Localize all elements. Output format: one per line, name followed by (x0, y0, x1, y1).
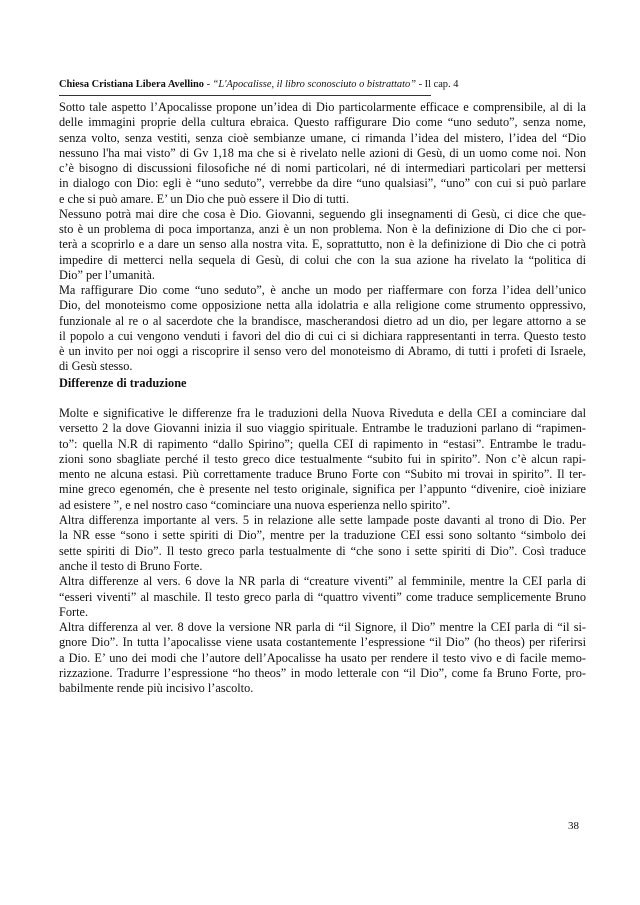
text-line: zioni sono sbagliate perché il testo greco dice testualmente “subito fui in spirito”. Non c’è alcun rapi- (59, 451, 586, 466)
text-line: versetto 2 la dove Giovanni inizia il suo viaggio spirituale. Entrambe le traduzioni parlano di “rapimen- (59, 421, 586, 436)
text-line: in dialogo con Dio: egli è “uno seduto”, verrebbe da dire “uno qualsiasi”, “uno” con cui si può parlare (59, 176, 586, 191)
text-line: rizzazione. Tradurre l’espressione “ho theos” in modo letterale con “il Dio”, come fa Bruno Forte, pro- (59, 666, 586, 681)
text-line: babilmente rende più incisivo l’ascolto. (59, 681, 254, 696)
text-line: delle immagini proprie della cultura ebraica. Questo raffigurare Dio come “uno seduto”, senza nome, (59, 115, 586, 130)
text-line: Altra differenze al vers. 6 dove la NR parla di “creature viventi” al femminile, mentre la CEI parla di (59, 574, 586, 589)
text-line: Molte e significative le differenze fra le traduzioni della Nuova Riveduta e della CEI a cominciare dal (59, 406, 586, 420)
text-line: Altra differenza importante al vers. 5 in relazione alle sette lampade poste davanti al trono di Dio. Per (59, 513, 586, 528)
text-line: Dio” per l’umanità. (59, 267, 155, 282)
text-line: il popolo a cui vengono venduti i favori del dio di cui ci si dichiara rappresentanti in terra. Questo testo (59, 328, 586, 343)
text-line: Ma raffigurare Dio come “uno seduto”, è anche un modo per riaffermare con forza l’idea dell’unico (59, 283, 586, 297)
text-line: sette spiriti di Dio”. Il testo greco parla testualmente di “che sono i sette spiriti di Dio”. Così traduce (59, 543, 586, 558)
text-line: a Dio. E’ uno dei modi che l’autore dell’Apocalisse ha usato per rendere il testo vivo e di facile memo- (59, 650, 586, 665)
text-line: anche il testo di Bruno Forte. (59, 558, 203, 573)
text-line: ad esistere ”, e nel nostro caso “cominciare una nuova esperienza nello spirito”. (59, 497, 451, 512)
text-line: Forte. (59, 604, 89, 619)
text-line: Dio, del monoteismo come opposizione netta alla idolatria e alla religione come strumento oppressivo, (59, 298, 586, 313)
section-heading: Differenze di traduzione (59, 376, 187, 390)
text-line: terà a scoprirlo e a dare un senso alla nostra vita. E, soprattutto, non è la definizione di Dio che ci potrà (59, 237, 586, 252)
header-chapter: - Il cap. 4 (415, 79, 459, 90)
text-line: Nessuno potrà mai dire che cosa è Dio. Giovanni, seguendo gli insegnamenti di Gesù, ci dice che que- (59, 206, 586, 221)
header-title: “L'Apocalisse, il libro sconosciuto o bistrattato” (212, 79, 416, 90)
intro-paragraphs (59, 100, 586, 375)
text-line: sto è un problema di poca importanza, anzi è un non problema. Non è la definizione di Dio che ci por- (59, 222, 586, 236)
header-org: Chiesa Cristiana Libera Avellino (59, 79, 204, 90)
text-line: “esseri viventi” al maschile. Il testo greco parla di “quattro viventi” come traduce semplicemente Bruno (59, 589, 586, 604)
text-line: nessuno l'ha mai visto” di Gv 1,18 ma che si è rivelato nelle azioni di Gesù, di un uomo come noi. Non (59, 145, 586, 160)
text-line: mine greco egenomén, che è presente nel testo originale, significa per l’appunto “divenire, cioè iniziare (59, 482, 586, 497)
text-line: la NR esse “sono i sette spiriti di Dio”, mentre per la traduzione CEI essi sono soltanto “simbolo dei (59, 528, 586, 543)
text-line: mento ne alcuna estasi. Più correttamente traduce Bruno Forte con “Subito mi trovai in spirito”. Il ter- (59, 467, 586, 482)
text-line: impedire di metterci nella sequela di Gesù, di colui che con la sua azione ha rivelato la “politica di (59, 252, 586, 267)
text-line: e che si può amare. E’ un Dio che può essere il Dio di tutti. (59, 191, 350, 206)
differences-paragraphs (59, 406, 586, 697)
running-header (59, 79, 579, 91)
text-line: funzionale al re o al sacerdote che la brandisce, mascherandosi dietro ad un dio, per legare attorno a se (59, 313, 586, 328)
header-rule (59, 95, 431, 96)
header-separator: - (204, 79, 213, 90)
text-line: è un invito per noi oggi a riscoprire il senso vero del monoteismo di Abramo, di tutti i profeti di Israele, (59, 344, 586, 358)
text-line: senza volto, senza vestiti, senza cioè sembianze umane, ci rimanda l’idea del mistero, l’idea del “Dio (59, 130, 586, 145)
page-number: 38 (568, 820, 579, 832)
text-line: Sotto tale aspetto l’Apocalisse propone un’idea di Dio particolarmente efficace e comprensibile, al di la (59, 100, 586, 114)
text-line: gnore Dio”. In tutta l’apocalisse viene usata costantemente l’espressione “il Dio” (ho theos) per riferirsi (59, 635, 586, 650)
text-line: di Gesù stesso. (59, 359, 133, 374)
text-line: to”: quella N.R di rapimento “dallo Spirino”; quella CEI di rapimento in “estasi”. Entrambe le tradu- (59, 436, 586, 451)
text-line: Altra differenza al ver. 8 dove la versione NR parla di “il Signore, il Dio” mentre la CEI parla di “il si- (59, 620, 586, 635)
text-line: c’è bisogno di discussioni filosofiche né di nomi particolari, né di intermediari particolari per mettersi (59, 161, 586, 175)
